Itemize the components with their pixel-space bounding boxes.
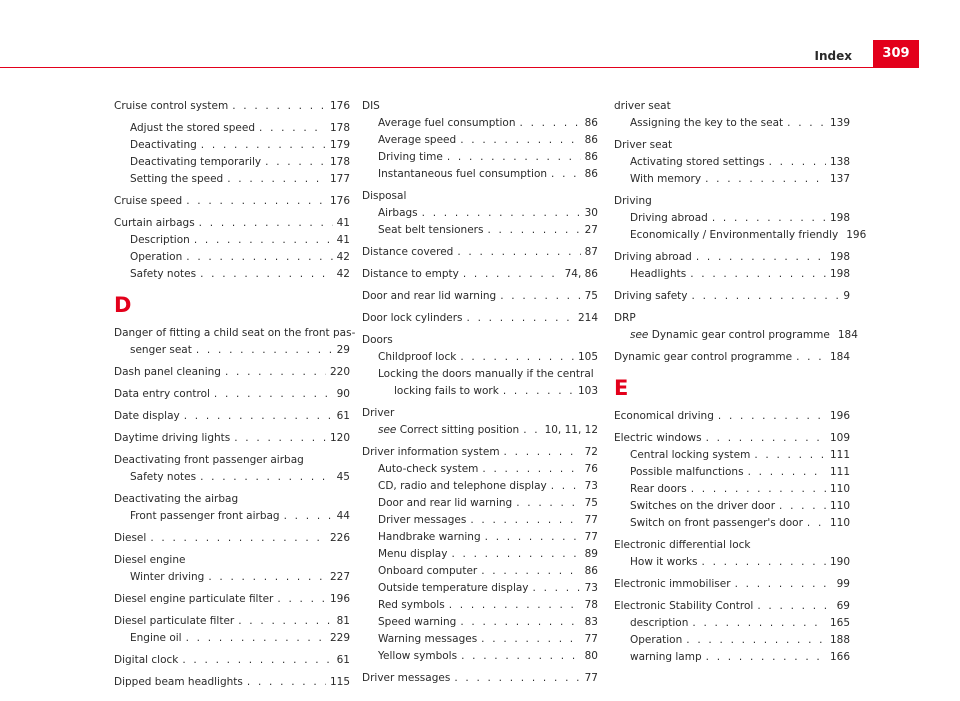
index-subentry: Deactivating temporarily . . . 178 (114, 154, 350, 171)
index-entry: Dynamic gear control programme . . . 184 (614, 349, 850, 366)
index-entry-heading: Disposal (362, 190, 407, 202)
index-entry: Electronic immobiliser . . . 99 (614, 576, 850, 593)
index-entry: Cruise control system . . . 176 (114, 98, 350, 115)
index-entry-heading: Diesel engine (114, 554, 186, 566)
index-subentry: Childproof lock . . . 105 (362, 349, 598, 366)
index-entry-heading: DIS (362, 100, 380, 112)
index-subentry: Safety notes . . . 45 (114, 469, 350, 486)
index-subentry: warning lamp . . . 166 (614, 649, 850, 666)
index-subentry: Safety notes . . . 42 (114, 266, 350, 283)
index-entry: Driving safety . . . 9 (614, 288, 850, 305)
index-subentry: Possible malfunctions . . . 111 (614, 464, 850, 481)
index-subentry: Driving time . . . 86 (362, 149, 598, 166)
index-entry: Electric windows . . . 109 (614, 430, 850, 447)
index-subentry: Average fuel consumption . . . 86 (362, 115, 598, 132)
index-entry-heading: Driving (614, 195, 652, 207)
index-entry: Data entry control . . . 90 (114, 386, 350, 403)
index-subentry: Description . . . 41 (114, 232, 350, 249)
index-entry: Distance to empty . . . 74, 86 (362, 266, 598, 283)
index-subentry: Switches on the driver door . . . 110 (614, 498, 850, 515)
index-subentry: Auto-check system . . . 76 (362, 461, 598, 478)
index-subentry: Front passenger front airbag . . . 44 (114, 508, 350, 525)
index-entry-heading: Doors (362, 334, 393, 346)
index-entry: Economical driving . . . 196 (614, 408, 850, 425)
index-subentry: Activating stored settings . . . 138 (614, 154, 850, 171)
index-subentry: Deactivating . . . 179 (114, 137, 350, 154)
index-see-reference: see Dynamic gear control programme 184 (630, 329, 858, 341)
index-entry: Cruise speed . . . 176 (114, 193, 350, 210)
index-subentry: Airbags . . . 30 (362, 205, 598, 222)
section-letter-e: E (614, 376, 629, 400)
index-entry-heading: Driver seat (614, 139, 673, 151)
index-subentry: Speed warning . . . 83 (362, 614, 598, 631)
index-entry: Digital clock . . . 61 (114, 652, 350, 669)
index-entry-heading: Danger of fitting a child seat on the front pas- (114, 327, 356, 339)
section-letter-d: D (114, 293, 132, 317)
index-entry: Diesel engine particulate filter . . . 196 (114, 591, 350, 608)
index-column-2 (362, 98, 598, 692)
index-subentry: Menu display . . . 89 (362, 546, 598, 563)
index-subentry: description . . . 165 (614, 615, 850, 632)
index-entry: Electronic Stability Control . . . 69 (614, 598, 850, 615)
index-entry: Diesel . . . 226 (114, 530, 350, 547)
index-entry-continuation: senger seat . . . 29 (114, 342, 350, 359)
index-subentry: Door and rear lid warning . . . 75 (362, 495, 598, 512)
index-subentry: Economically / Environmentally friendly 196 (630, 229, 867, 241)
index-subentry: How it works . . . 190 (614, 554, 850, 571)
index-entry-heading: Deactivating the airbag (114, 493, 239, 505)
index-subentry: Setting the speed . . . 177 (114, 171, 350, 188)
index-subentry: Red symbols . . . 78 (362, 597, 598, 614)
index-subentry: Central locking system . . . 111 (614, 447, 850, 464)
index-entry: Driving abroad . . . 198 (614, 249, 850, 266)
index-subentry: Driving abroad . . . 198 (614, 210, 850, 227)
index-subentry-heading: Locking the doors manually if the central (378, 368, 594, 380)
index-entry-heading: Electronic differential lock (614, 539, 751, 551)
index-subentry: Operation . . . 42 (114, 249, 350, 266)
index-entry-heading: DRP (614, 312, 636, 324)
index-see-reference: see Correct sitting position . . . 10, 11, 12 (362, 422, 598, 439)
index-subentry: Seat belt tensioners . . . 27 (362, 222, 598, 239)
index-entry: Distance covered . . . 87 (362, 244, 598, 261)
index-entry-heading: Driver (362, 407, 395, 419)
index-subentry: With memory . . . 137 (614, 171, 850, 188)
index-entry: Door lock cylinders . . . 214 (362, 310, 598, 327)
index-entry-continuation: locking fails to work . . . 103 (362, 383, 598, 400)
index-subentry: Yellow symbols . . . 80 (362, 648, 598, 665)
index-subentry: Handbrake warning . . . 77 (362, 529, 598, 546)
index-entry: Diesel particulate filter . . . 81 (114, 613, 350, 630)
header-title: Index (814, 49, 852, 63)
index-subentry: Instantaneous fuel consumption . . . 86 (362, 166, 598, 183)
index-entry: Door and rear lid warning . . . 75 (362, 288, 598, 305)
index-subentry: Onboard computer . . . 86 (362, 563, 598, 580)
index-subentry: Assigning the key to the seat . . . 139 (614, 115, 850, 132)
index-subentry: Outside temperature display . . . 73 (362, 580, 598, 597)
index-entry-heading: driver seat (614, 100, 671, 112)
index-entry: Dipped beam headlights . . . 115 (114, 674, 350, 691)
index-entry: Date display . . . 61 (114, 408, 350, 425)
index-entry: Dash panel cleaning . . . 220 (114, 364, 350, 381)
page-number-badge: 309 (873, 40, 919, 67)
index-entry: Driver information system . . . 72 (362, 444, 598, 461)
index-entry: Driver messages . . . 77 (362, 670, 598, 687)
index-subentry: Adjust the stored speed . . . 178 (114, 120, 350, 137)
index-subentry: Driver messages . . . 77 (362, 512, 598, 529)
index-entry-heading: Deactivating front passenger airbag (114, 454, 304, 466)
index-column-3 (614, 98, 867, 671)
index-subentry: Rear doors . . . 110 (614, 481, 850, 498)
index-column-1 (114, 98, 356, 696)
index-entry: Daytime driving lights . . . 120 (114, 430, 350, 447)
index-subentry: Operation . . . 188 (614, 632, 850, 649)
index-subentry: Engine oil . . . 229 (114, 630, 350, 647)
header-rule (0, 67, 919, 68)
index-subentry: Warning messages . . . 77 (362, 631, 598, 648)
index-subentry: Winter driving . . . 227 (114, 569, 350, 586)
index-entry: Curtain airbags . . . 41 (114, 215, 350, 232)
index-subentry: Headlights . . . 198 (614, 266, 850, 283)
index-subentry: Average speed . . . 86 (362, 132, 598, 149)
index-subentry: Switch on front passenger's door . . . 110 (614, 515, 850, 532)
index-subentry: CD, radio and telephone display . . . 73 (362, 478, 598, 495)
